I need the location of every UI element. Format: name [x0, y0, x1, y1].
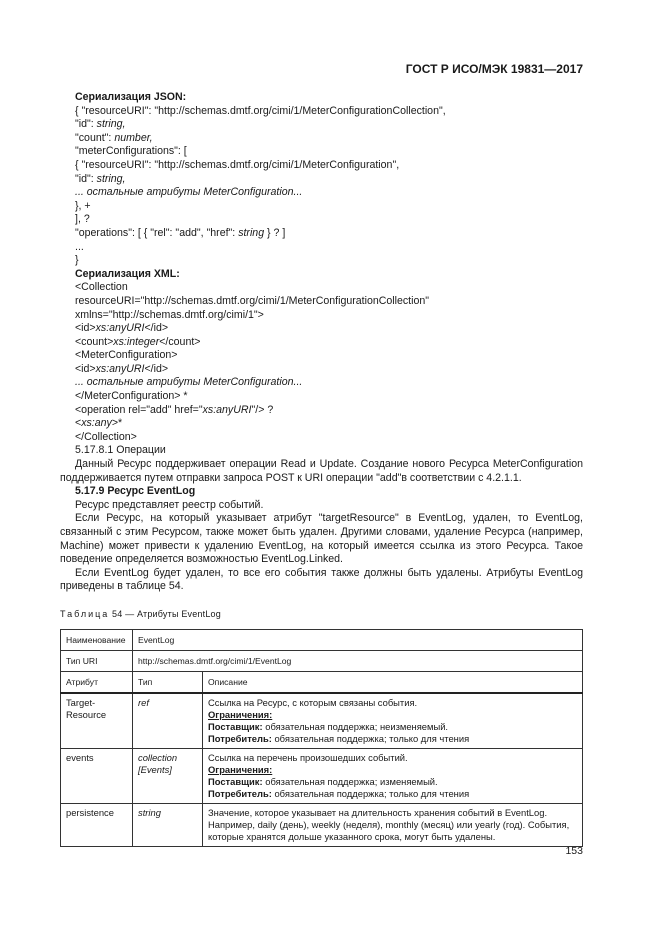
type-cell: collection [Events] — [133, 748, 203, 803]
table-cell: EventLog — [133, 629, 583, 650]
paragraph: Ресурс представляет реестр событий. — [75, 498, 264, 511]
table-cell: Тип URI — [61, 650, 133, 671]
code-line: <Collection — [75, 281, 128, 294]
type-cell: ref — [133, 693, 203, 749]
code-line: "meterConfigurations": [ — [75, 145, 187, 158]
column-header: Атрибут — [61, 671, 133, 693]
code-line: "count": number, — [75, 131, 153, 144]
code-line: { "resourceURI": "http://schemas.dmtf.org/cimi/1/MeterConfiguration", — [75, 158, 400, 171]
code-line: resourceURI="http://schemas.dmtf.org/cimi/1/MeterConfigurationCollection" — [75, 294, 430, 307]
code-line: }, + — [75, 199, 91, 212]
section-heading: 5.17.9 Ресурс EventLog — [75, 485, 196, 498]
code-line: <id>xs:anyURI</id> — [75, 362, 169, 375]
code-line: <count>xs:integer</count> — [75, 335, 201, 348]
code-line: <xs:any>* — [75, 417, 123, 430]
column-header: Описание — [203, 671, 583, 693]
table-row — [61, 693, 583, 749]
code-line: <id>xs:anyURI</id> — [75, 322, 169, 335]
code-line: "id": string, — [75, 172, 126, 185]
code-line: { "resourceURI": "http://schemas.dmtf.org/cimi/1/MeterConfigurationCollection", — [75, 104, 446, 117]
code-line: "id": string, — [75, 118, 126, 131]
json-heading: Сериализация JSON: — [75, 91, 187, 103]
code-line: } — [75, 254, 79, 267]
desc-cell: Ссылка на перечень произошедших событий. Ограничения: Поставщик: обязательная поддержка; изменяемый. Потребитель: обязательная поддержка; только для чтения — [203, 748, 583, 803]
column-header: Тип — [133, 671, 203, 693]
code-line: "operations": [ { "rel": "add", "href": string } ? ] — [75, 226, 286, 239]
table-row — [61, 748, 583, 803]
paragraph: Если Ресурс, на который указывает атрибут "targetResource" в EventLog, удален, то EventLog, связанный с этим Ресурсом, также может быть удален. Другими словами, удаление Ресурса (например, Machine) может привести к удалению EventLog, на который имеется ссылка из этого Ресурса. Такое поведение определяется возможностью EventLog.Linked. — [60, 512, 583, 566]
code-line: ], ? — [75, 213, 90, 226]
table-cell: Наименование — [61, 629, 133, 650]
page-body — [60, 91, 583, 847]
code-line: xmlns="http://schemas.dmtf.org/cimi/1"> — [75, 308, 264, 321]
desc-cell: Ссылка на Ресурс, с которым связаны события. Ограничения: Поставщик: обязательная поддержка; неизменяемый. Потребитель: обязательная поддержка; только для чтения — [203, 693, 583, 749]
page-number: 153 — [565, 845, 583, 857]
attr-cell: Target- Resource — [61, 693, 133, 749]
type-cell: string — [133, 803, 203, 846]
attr-cell: persistence — [61, 803, 133, 846]
attributes-table — [60, 629, 583, 847]
operations-heading: 5.17.8.1 Операции — [75, 444, 166, 457]
table-cell: http://schemas.dmtf.org/cimi/1/EventLog — [133, 650, 583, 671]
code-line: <operation rel="add" href="xs:anyURI"/> ? — [75, 403, 274, 416]
attr-cell: events — [61, 748, 133, 803]
paragraph: Если EventLog будет удален, то все его события также должны быть удалены. Атрибуты EventLog приведены в таблице 54. — [60, 566, 583, 593]
code-line: </MeterConfiguration> * — [75, 390, 188, 403]
code-line: ... остальные атрибуты MeterConfiguration... — [75, 186, 303, 199]
operations-text: Данный Ресурс поддерживает операции Read и Update. Создание нового Ресурса MeterConfiguration поддерживается путем отправки запроса POST к URI операции "add"в соответствии с 4.2.1.1. — [60, 458, 583, 484]
desc-cell: Значение, которое указывает на длительность хранения событий в EventLog. Например, daily (день), weekly (неделя), monthly (месяц) или yearly (год). События, которые хранятся дольше указанного срока, могут быть удалены. — [203, 803, 583, 846]
xml-heading: Сериализация XML: — [75, 267, 180, 280]
code-line: </Collection> — [75, 430, 137, 443]
document-header: ГОСТ Р ИСО/МЭК 19831—2017 — [405, 62, 583, 76]
code-line: ... остальные атрибуты MeterConfiguration... — [75, 376, 303, 389]
code-line: <MeterConfiguration> — [75, 349, 178, 362]
table-row — [61, 803, 583, 846]
code-line: ... — [75, 240, 84, 253]
table-caption: Таблица 54 — Атрибуты EventLog — [60, 608, 221, 619]
